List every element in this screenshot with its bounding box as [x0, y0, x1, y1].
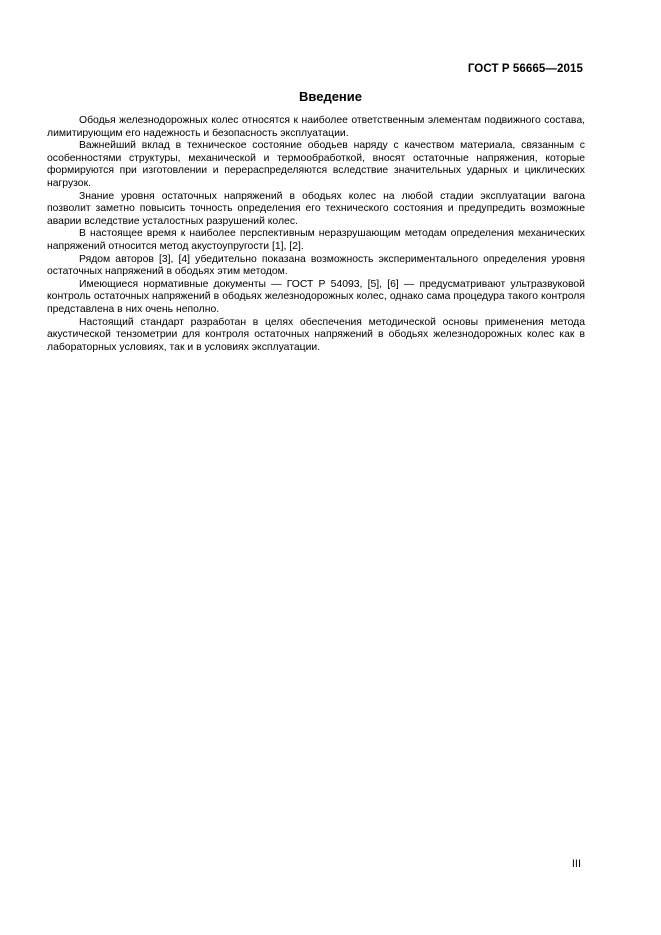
- paragraph: Ободья железнодорожных колес относятся к наиболее ответственным элементам подвижного состава, лимитирующим его надежность и безопасность эксплуатации.: [47, 115, 585, 139]
- paragraph: Настоящий стандарт разработан в целях обеспечения методической основы применения метода акустической тензометрии для контроля остаточных напряжений в ободьях железнодорожных колес как в лабораторных условиях, так и в условиях эксплуатации.: [47, 316, 585, 353]
- page-number: III: [571, 858, 581, 870]
- paragraph: Рядом авторов [3], [4] убедительно показана возможность экспериментального определения уровня остаточных напряжений в ободьях этим методом.: [47, 253, 585, 278]
- introduction-body: [47, 115, 585, 354]
- paragraph: В настоящее время к наиболее перспективным неразрушающим методам определения механических напряжений относится метод акустоупругости [1], [2].: [47, 228, 585, 252]
- document-code: ГОСТ Р 56665—2015: [467, 63, 583, 75]
- section-title: Введение: [299, 89, 362, 104]
- paragraph: Важнейший вклад в техническое состояние ободьев наряду с качеством материала, связанным с особенностями структуры, механической и термообработкой, вносят остаточные напряжения, которые формируются при изготовлении и перераспределяются вследствие значительных ударных и циклических нагрузок.: [47, 140, 585, 189]
- paragraph: Имеющиеся нормативные документы — ГОСТ Р 54093, [5], [6] — предусматривают ультразвуковой контроль остаточных напряжений в ободьях железнодорожных колес, однако сама процедура такого контроля представлена в них очень неполно.: [47, 278, 585, 315]
- paragraph: Знание уровня остаточных напряжений в ободьях колес на любой стадии эксплуатации вагона позволит заметно повысить точность определения его технического состояния и предупредить возможные аварии вследствие усталостных разрушений колес.: [47, 190, 585, 227]
